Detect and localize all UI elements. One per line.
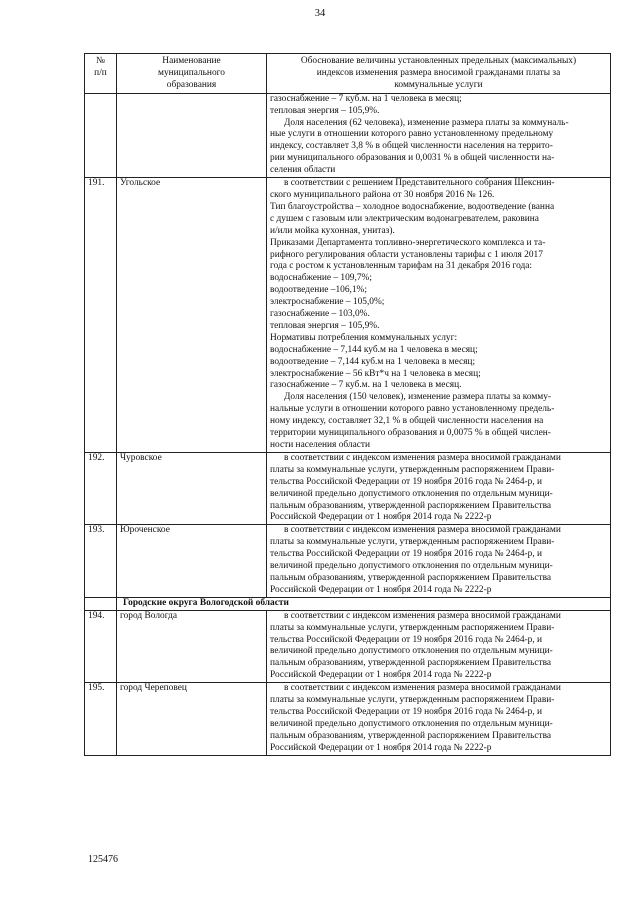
table-row [85, 610, 611, 682]
basis-line: Тип благоустройства – холодное водоснабжение, водоотведение (ванна с душем с газовым или электрическим водонагревателем, раковина и/или мойка кухонная, унитаз). [270, 201, 555, 236]
section-title: Городские округа Вологодской области [117, 597, 611, 610]
header-name: Наименование муниципального образования [117, 54, 267, 94]
header-num: № п/п [85, 54, 117, 94]
basis-line: в соответствии с индексом изменения размера вносимой гражданами платы за коммунальные услуги, утвержденным распоряжением Прави- тельства Российской Федерации от 19 ноября 2016 года № 2464-р, и величиной предельно допустимого отклонения по отдельным муници- пальным образованиям, утвержденной распоряжением Правительства Российской Федерации от 1 ноября 2014 года № 2222-р [270, 525, 561, 595]
basis-line: водоснабжение – 7,144 куб.м на 1 человека в месяц; [270, 344, 478, 355]
page-number: 34 [314, 8, 326, 19]
row-basis [267, 178, 611, 453]
basis-line: электроснабжение – 56 кВт*ч на 1 человека в месяц; [270, 368, 481, 379]
basis-line: тепловая энергия – 105,9%. [270, 320, 380, 331]
basis-line: в соответствии с решением Представительного собрания Шекснин- ского муниципального района от 30 ноября 2016 № 126. [270, 178, 555, 200]
row-basis [267, 525, 611, 597]
row-num: 194. [85, 610, 117, 682]
basis-line: водоснабжение – 109,7%; [270, 273, 372, 284]
table-header-row [85, 54, 611, 94]
table-row [85, 683, 611, 755]
row-num: 195. [85, 683, 117, 755]
basis-line: Нормативы потребления коммунальных услуг: [270, 332, 458, 343]
section-row [85, 597, 611, 610]
basis-line: в соответствии с индексом изменения размера вносимой гражданами платы за коммунальные услуги, утвержденным распоряжением Прави- тельства Российской Федерации от 19 ноября 2016 года № 2464-р, и величиной предельно допустимого отклонения по отдельным муници- пальным образованиям, утвержденной распоряжением Правительства Российской Федерации от 1 ноября 2014 года № 2222-р [270, 452, 561, 523]
row-name-cell [117, 93, 267, 177]
row-num: 192. [85, 452, 117, 524]
row-basis [267, 683, 611, 755]
row-num: 191. [85, 178, 117, 453]
basis-line: газоснабжение – 7 куб.м. на 1 человека в месяц; [270, 93, 462, 104]
basis-line: в соответствии с индексом изменения размера вносимой гражданами платы за коммунальные услуги, утвержденным распоряжением Прави- тельства Российской Федерации от 19 ноября 2016 года № 2464-р, и величиной предельно допустимого отклонения по отдельным муници- пальным образованиям, утвержденной распоряжением Правительства Российской Федерации от 1 ноября 2014 года № 2222-р [270, 610, 561, 681]
basis-line: Доля населения (150 человек), изменение размера платы за комму- нальные услуги в отношении которого равно установленному предель- ному индексу, составляет 32,1 % в общей численности населения на территории муниципального образования и 0,0075 % в общей числен- ности населения области [270, 392, 555, 450]
table-row [85, 452, 611, 524]
row-municipality: Угольское [117, 178, 267, 453]
data-table [84, 53, 611, 756]
basis-line: тепловая энергия – 105,9%. [270, 105, 380, 116]
row-municipality: Чуровское [117, 452, 267, 524]
basis-line: водоотведение –106,1%; [270, 285, 367, 296]
basis-line: Доля населения (62 человека), изменение размера платы за коммуналь- ные услуги в отношении которого равно установленному предельному индексу, составляет 3,8 % в общей численности населения на террито- рии муниципального образования и 0,0031 % в общей численности на- селения области [270, 117, 569, 176]
basis-line: газоснабжение – 103,0%. [270, 309, 370, 320]
table-row-continued [85, 93, 611, 177]
basis-line: водоотведение – 7,144 куб.м на 1 человека в месяц; [270, 356, 476, 367]
row-num-cell [85, 93, 117, 177]
row-num: 193. [85, 525, 117, 597]
row-basis [267, 452, 611, 524]
table-row [85, 525, 611, 597]
row-municipality: город Вологда [117, 610, 267, 682]
table-row [85, 178, 611, 453]
header-basis: Обоснование величины установленных предельных (максимальных) индексов изменения размера вносимой гражданами платы за коммунальные услуги [267, 54, 611, 94]
row-municipality: Юроченское [117, 525, 267, 597]
document-code: 125476 [88, 854, 118, 865]
basis-line: Приказами Департамента топливно-энергетического комплекса и та- рифного регулирования области установлены тарифы с 1 июля 2017 года с ростом к установленным тарифам на 31 декабря 2016 года: [270, 237, 546, 272]
row-basis [267, 610, 611, 682]
row-basis-cell [267, 93, 611, 177]
section-num-cell [85, 597, 117, 610]
basis-line: газоснабжение – 7 куб.м. на 1 человека в месяц. [270, 380, 462, 391]
basis-line: электроснабжение – 105,0%; [270, 297, 385, 308]
basis-line: в соответствии с индексом изменения размера вносимой гражданами платы за коммунальные услуги, утвержденным распоряжением Прави- тельства Российской Федерации от 19 ноября 2016 года № 2464-р, и величиной предельно допустимого отклонения по отдельным муници- пальным образованиям, утвержденной распоряжением Правительства Российской Федерации от 1 ноября 2014 года № 2222-р [270, 683, 561, 753]
row-municipality: город Череповец [117, 683, 267, 755]
